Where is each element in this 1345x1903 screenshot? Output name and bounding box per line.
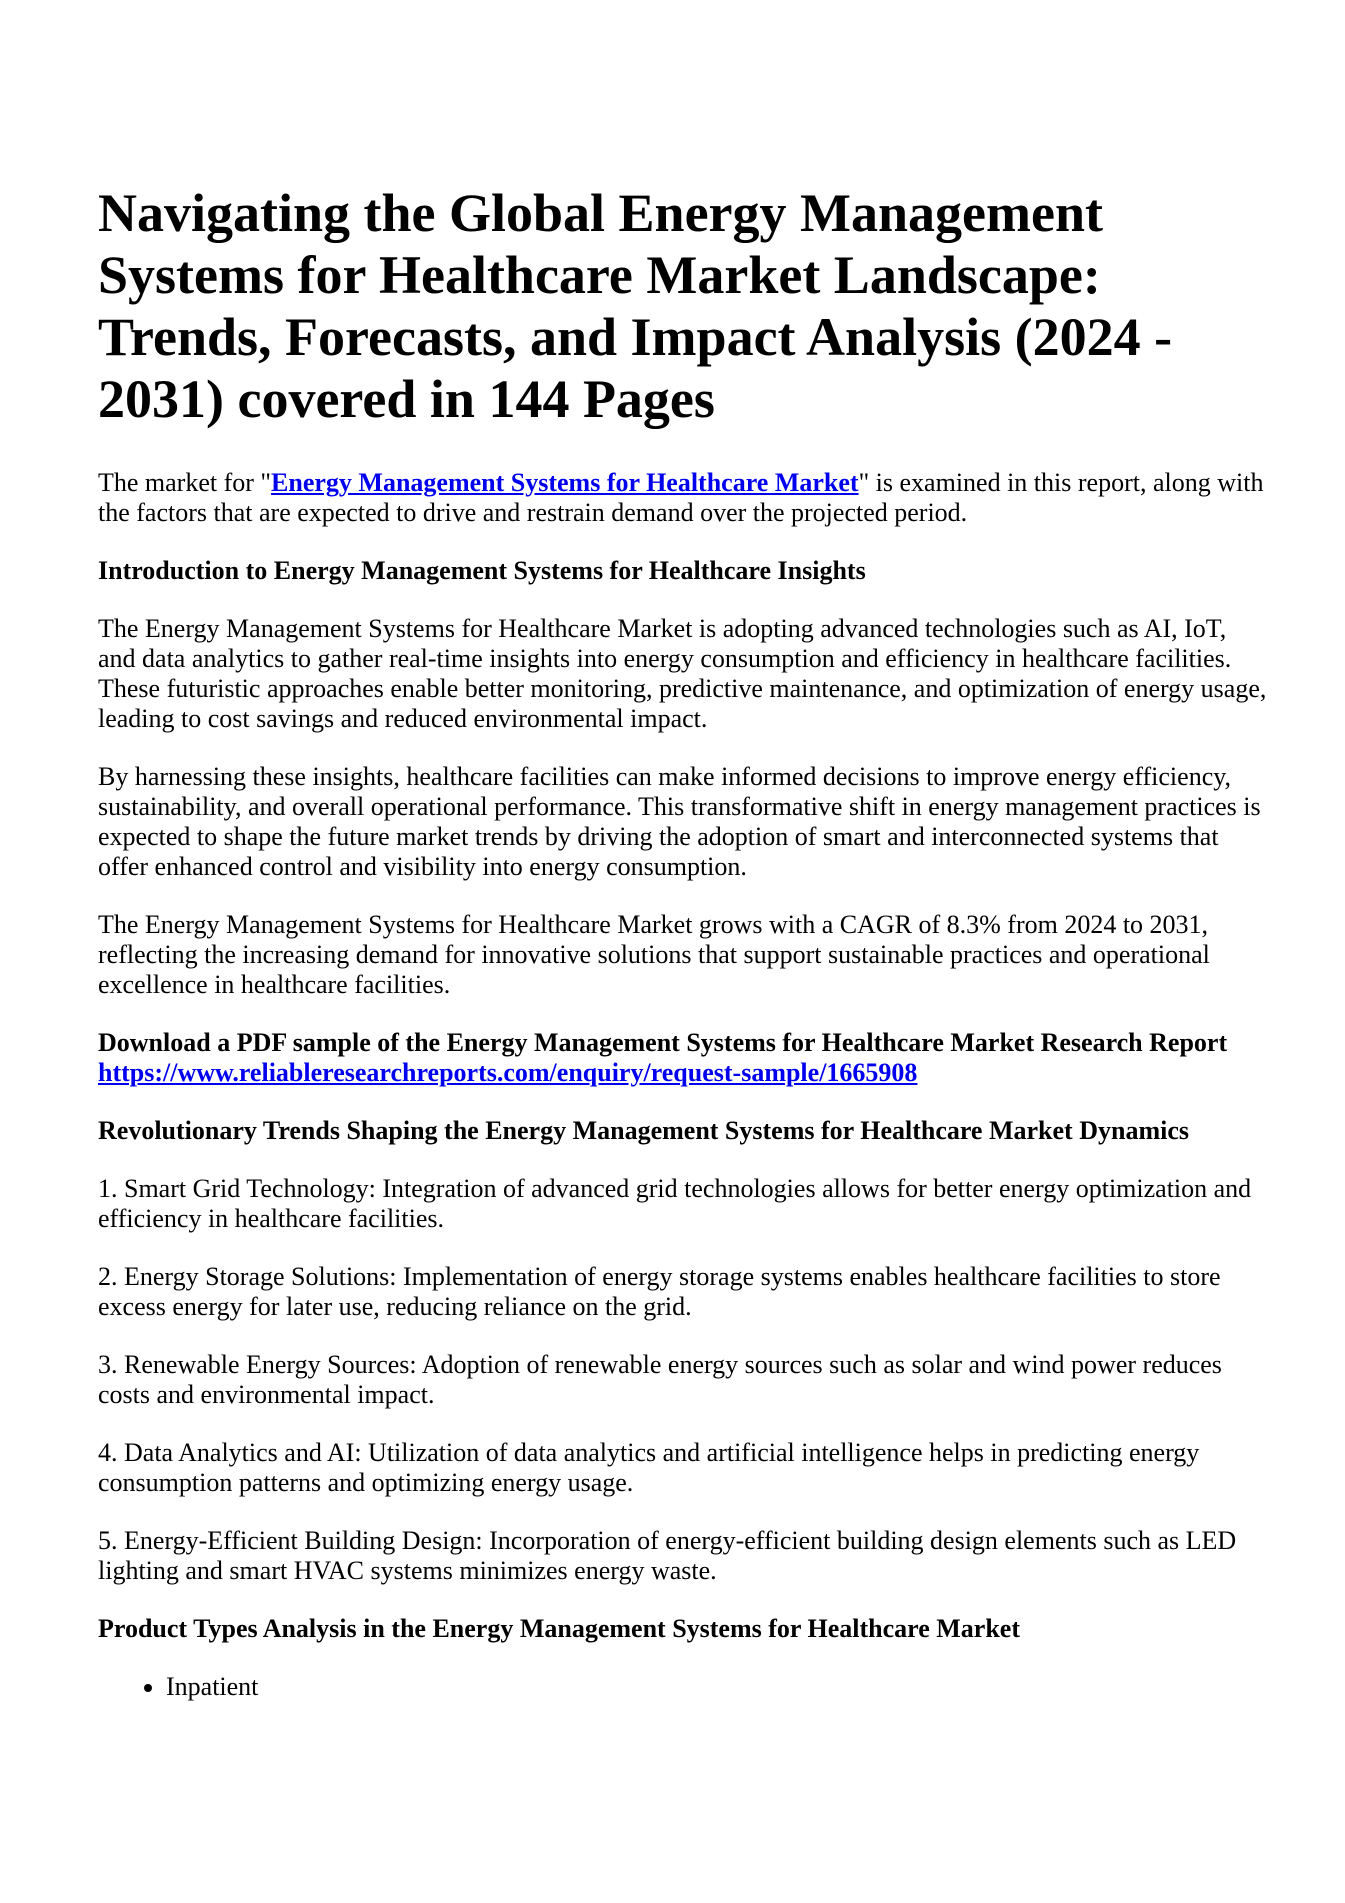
trend-item: 5. Energy-Efficient Building Design: Incorporation of energy-efficient building design elements such as LED lighting and smart HVAC systems minimizes energy waste. [98, 1526, 1237, 1585]
insights-heading: Introduction to Energy Management Systems for Healthcare Insights [98, 556, 866, 585]
market-report-link[interactable]: Energy Management Systems for Healthcare Market [271, 468, 859, 497]
sample-request-link[interactable]: https://www.reliableresearchreports.com/enquiry/request-sample/1665908 [98, 1058, 918, 1087]
intro-suffix: " is examined in this report, along with the factors that are expected to drive and restrain demand over the projected period. [98, 468, 1264, 527]
insights-paragraph-3: The Energy Management Systems for Healthcare Market grows with a CAGR of 8.3% from 2024 to 2031, reflecting the increasing demand for innovative solutions that support sustainable practices and operational excellence in healthcare facilities. [98, 910, 1210, 999]
insights-paragraph-1: The Energy Management Systems for Healthcare Market is adopting advanced technologies such as AI, IoT, and data analytics to gather real-time insights into energy consumption and efficiency in healthcare facilities. These futuristic approaches enable better monitoring, predictive maintenance, and optimization of energy usage, leading to cost savings and reduced environmental impact. [98, 614, 1267, 733]
trend-item: 4. Data Analytics and AI: Utilization of data analytics and artificial intelligence helps in predicting energy consumption patterns and optimizing energy usage. [98, 1438, 1200, 1497]
intro-prefix: The market for " [98, 468, 272, 497]
product-types-heading: Product Types Analysis in the Energy Management Systems for Healthcare Market [98, 1614, 1020, 1643]
download-sample-paragraph [98, 1028, 1268, 1088]
download-sample-text: Download a PDF sample of the Energy Management Systems for Healthcare Market Research Report [98, 1028, 1228, 1057]
insights-paragraph-2: By harnessing these insights, healthcare facilities can make informed decisions to improve energy efficiency, sustainability, and overall operational performance. This transformative shift in energy management practices is expected to shape the future market trends by driving the adoption of smart and interconnected systems that offer enhanced control and visibility into energy consumption. [98, 762, 1261, 881]
product-types-list [98, 1672, 1268, 1702]
trend-item: 2. Energy Storage Solutions: Implementation of energy storage systems enables healthcare facilities to store excess energy for later use, reducing reliance on the grid. [98, 1262, 1221, 1321]
product-type-item: • Inpatient [166, 1672, 1268, 1702]
page-title: Navigating the Global Energy Management Systems for Healthcare Market Landscape: Trends, Forecasts, and Impact Analysis (2024 - 2031) covered in 144 Pages [98, 183, 1173, 429]
trend-item: 3. Renewable Energy Sources: Adoption of renewable energy sources such as solar and wind power reduces costs and environmental impact. [98, 1350, 1222, 1409]
intro-paragraph [98, 468, 1268, 528]
trends-heading: Revolutionary Trends Shaping the Energy Management Systems for Healthcare Market Dynamics [98, 1116, 1189, 1145]
trend-item: 1. Smart Grid Technology: Integration of advanced grid technologies allows for better energy optimization and efficiency in healthcare facilities. [98, 1174, 1252, 1233]
document-page [98, 182, 1268, 1702]
